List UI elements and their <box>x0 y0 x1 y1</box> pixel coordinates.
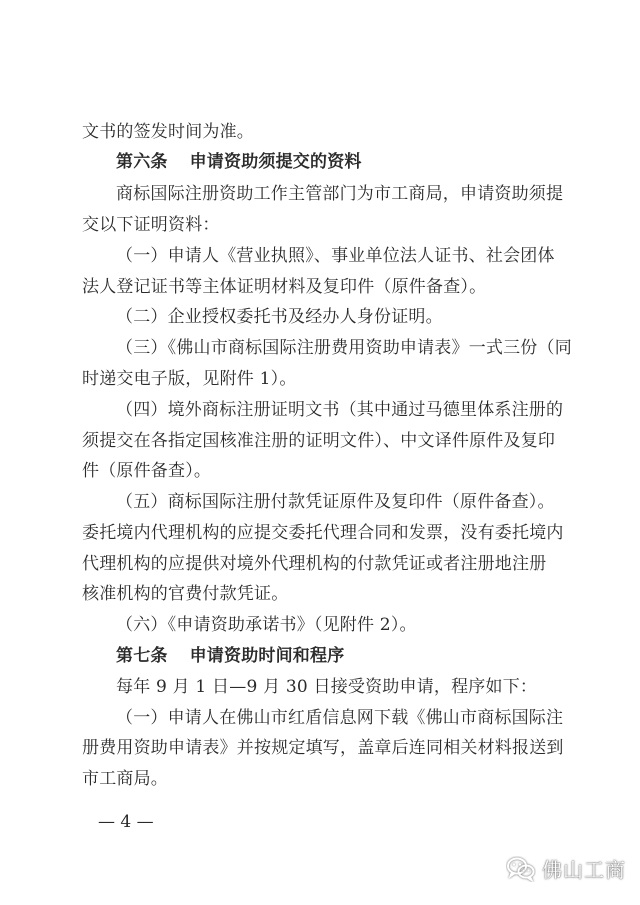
text-line: 代理机构的应提供对境外代理机构的付款凭证或者注册地注册 <box>82 554 547 574</box>
text-line: （五）商标国际注册付款凭证原件及复印件（原件备查）。 <box>116 492 555 512</box>
text-line: 件（原件备查）。 <box>82 461 212 481</box>
watermark-text: 佛山工商 <box>542 858 626 882</box>
text-line: 交以下证明资料： <box>82 215 220 235</box>
text-line: 时递交电子版，见附件 1）。 <box>82 369 297 389</box>
text-line: 须提交在各指定国核准注册的证明文件）、中文译件原件及复印 <box>82 431 556 451</box>
text-line: （二）企业授权委托书及经办人身份证明。 <box>116 307 443 327</box>
article-heading-7 <box>116 646 562 666</box>
text-line: （六）《申请资助承诺书》（见附件 2）。 <box>116 615 417 635</box>
text-line: 文书的签发时间为准。 <box>82 122 254 142</box>
text-line: （三）《佛山市商标国际注册费用资助申请表》一式三份（同 <box>116 338 572 358</box>
text-line: 委托境内代理机构的应提交委托代理合同和发票，没有委托境内 <box>82 523 564 543</box>
text-line: （一）申请人《营业执照》、事业单位法人证书、社会团体 <box>116 246 555 266</box>
text-line: （一）申请人在佛山市红盾信息网下载《佛山市商标国际注 <box>116 708 564 728</box>
article-number: 第六条 <box>116 152 168 172</box>
article-heading-6 <box>116 152 562 172</box>
wechat-icon <box>506 856 536 882</box>
text-line: （四）境外商标注册证明文书（其中通过马德里体系注册的 <box>116 400 564 420</box>
text-line: 市工商局。 <box>82 769 168 789</box>
text-line: 册费用资助申请表》并按规定填写，盖章后连同相关材料报送到 <box>82 738 564 758</box>
text-line: 核准机构的官费付款凭证。 <box>82 584 289 604</box>
article-title: 申请资助须提交的资料 <box>189 152 362 172</box>
text-line: 法人登记证书等主体证明材料及复印件（原件备查）。 <box>82 277 487 297</box>
watermark <box>506 854 626 883</box>
page-number: — 4 — <box>98 812 154 832</box>
text-line: 每年 9 月 1 日—9 月 30 日接受资助申请，程序如下： <box>116 677 538 697</box>
article-title: 申请资助时间和程序 <box>189 646 345 666</box>
text-line: 商标国际注册资助工作主管部门为市工商局，申请资助须提 <box>116 184 564 204</box>
article-number: 第七条 <box>116 646 168 666</box>
